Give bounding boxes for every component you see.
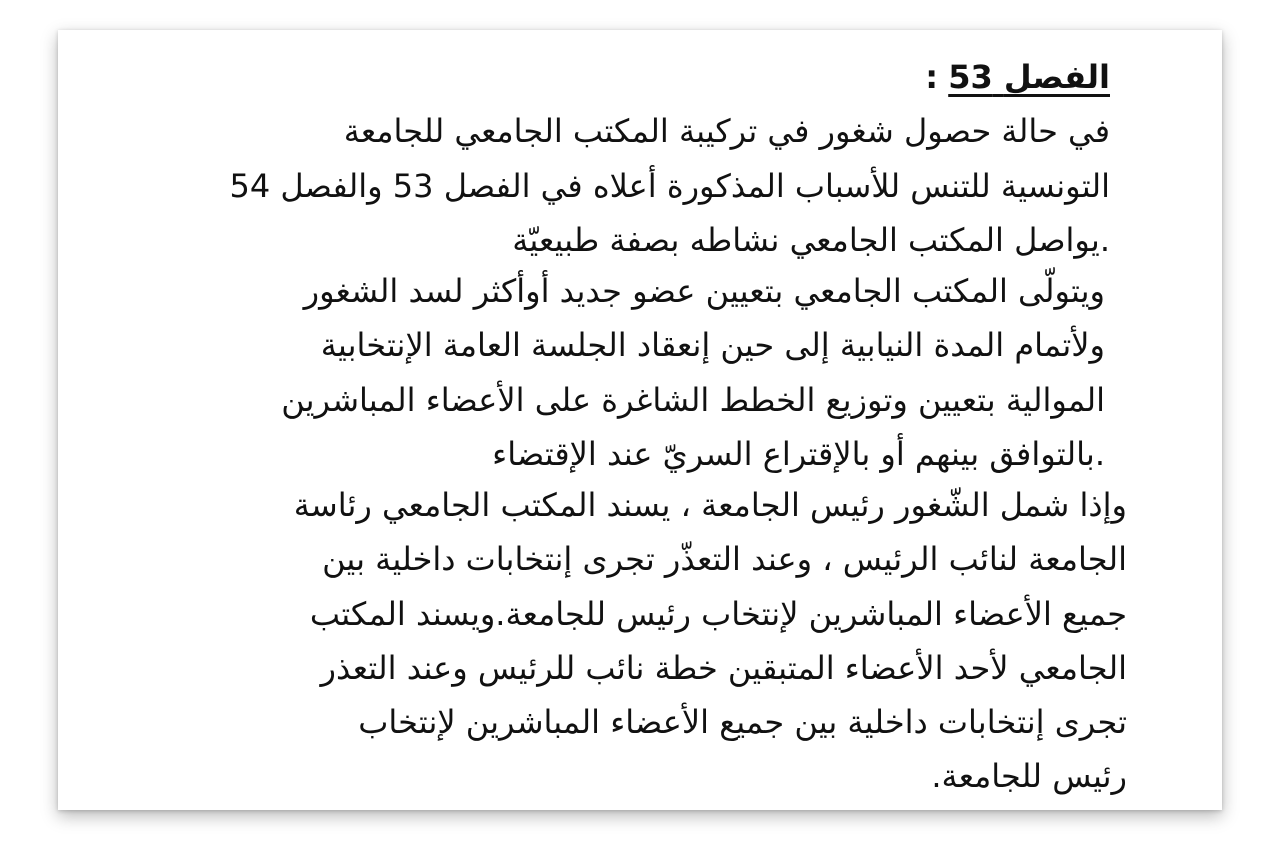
article-title-word: الفصل [1003,58,1110,96]
paragraph3-line: تجرى إنتخابات داخلية بين جميع الأعضاء المباشرين لإنتخاب [358,703,1127,742]
paragraph2-line: الموالية بتعيين وتوزيع الخطط الشاغرة على الأعضاء المباشرين [281,380,1105,419]
paragraph3-line: رئيس للجامعة. [931,757,1127,796]
article-title-colon: : [925,58,939,96]
article-title [948,58,1110,96]
article-block-1 [229,50,1110,267]
paragraph3-line: وإذا شمل الشّغور رئيس الجامعة ، يسند المكتب الجامعي رئاسة [293,486,1127,524]
paragraph1-line: .يواصل المكتب الجامعي نشاطه بصفة طبيعيّة [512,220,1110,259]
paragraph2-line: ولأتمام المدة النيابية إلى حين إنعقاد الجلسة العامة الإنتخابية [320,326,1105,365]
article-heading [229,50,1110,104]
paragraph3-line: جميع الأعضاء المباشرين لإنتخاب رئيس للجامعة.ويسند المكتب [309,594,1127,633]
paragraph3-line: الجامعة لنائب الرئيس ، وعند التعذّر تجرى إنتخابات داخلية بين [322,540,1127,579]
article-block-3 [294,478,1127,804]
paragraph2-line: ويتولّى المكتب الجامعي بتعيين عضو جديد أوأكثر لسد الشغور [303,272,1105,310]
paragraph3-line: الجامعي لأحد الأعضاء المتبقين خطة نائب للرئيس وعند التعذر [320,648,1127,687]
paragraph1-line: في حالة حصول شغور في تركيبة المكتب الجامعي للجامعة [343,112,1110,151]
paragraph2-line: .بالتوافق بينهم أو بالإقتراع السريّ عند الإقتضاء [492,434,1105,473]
article-title-number: 53 [948,58,993,96]
document-page [58,30,1222,810]
paragraph1-line: التونسية للتنس للأسباب المذكورة أعلاه في الفصل 53 والفصل 54 [229,166,1110,205]
article-block-2 [281,264,1105,481]
